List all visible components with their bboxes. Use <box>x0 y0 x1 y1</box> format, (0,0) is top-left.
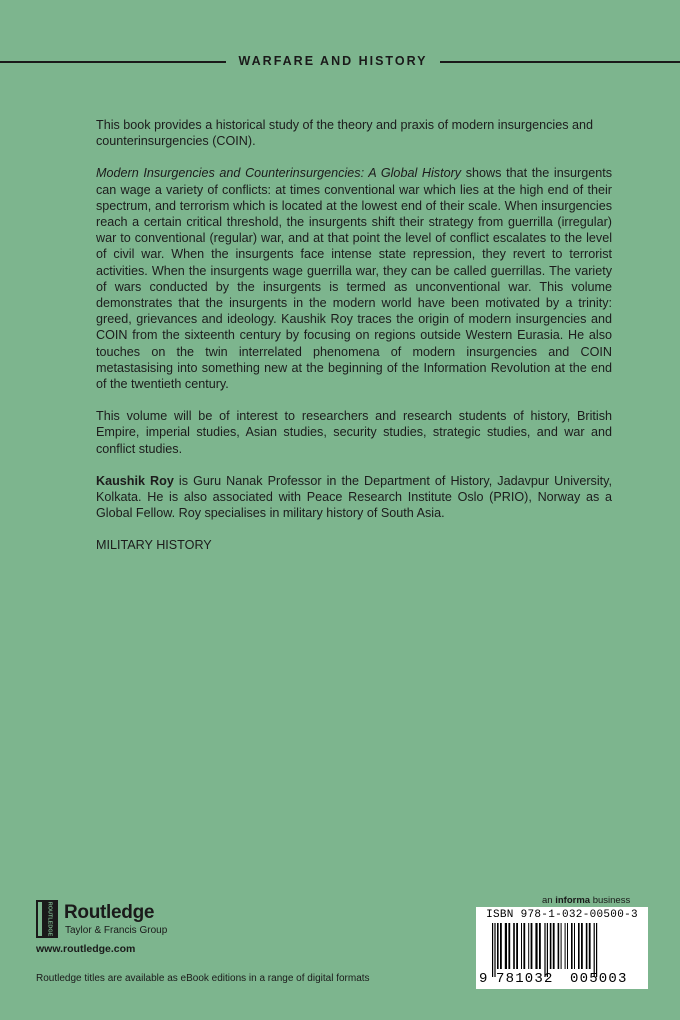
barcode-bar <box>521 923 522 969</box>
barcode-bar <box>550 923 552 969</box>
routledge-logo-icon <box>36 900 58 938</box>
author-name: Kaushik Roy <box>96 473 174 488</box>
barcode-bar <box>596 923 597 977</box>
isbn-label: ISBN 978-1-032-00500-3 <box>486 909 638 921</box>
barcode-bar <box>558 923 560 969</box>
barcode-bar <box>516 923 518 969</box>
barcode-bar <box>567 923 568 969</box>
barcode-bar <box>581 923 583 969</box>
barcode-digits-right: 005003 <box>570 971 628 987</box>
informa-brand: informa <box>555 895 591 906</box>
blurb-summary <box>96 165 612 392</box>
barcode-bar <box>594 923 595 977</box>
series-rule-left <box>0 61 226 63</box>
logo-vertical-text: ROUTLEDGE <box>46 901 53 937</box>
barcode-bar <box>531 923 533 969</box>
publisher-name: Routledge <box>64 902 155 923</box>
subject-category: MILITARY HISTORY <box>96 538 212 553</box>
book-title: Modern Insurgencies and Counterinsurgencies: A Global History <box>96 166 462 181</box>
isbn-barcode <box>476 907 648 989</box>
informa-prefix: an <box>542 895 556 906</box>
blurb-audience: This volume will be of interest to researchers and research students of history, British Empire, imperial studies, Asian studies, security studies, strategic studies, and war and conflict studies. <box>96 409 612 456</box>
barcode-bar <box>528 923 529 969</box>
barcode-bar <box>565 923 566 969</box>
barcode-bar <box>508 923 510 969</box>
barcode-bar <box>561 923 562 969</box>
author-bio-text: is Guru Nanak Professor in the Department of History, Jadavpur University, Kolkata. He is also associated with Peace Research Institute Oslo (PRIO), Norway as a Global Fellow. Roy specialises in military history of South Asia. <box>96 473 612 521</box>
informa-tagline <box>542 895 630 906</box>
publisher-website[interactable]: www.routledge.com <box>36 943 136 955</box>
author-bio <box>96 473 612 522</box>
barcode-bar <box>497 923 499 969</box>
series-title: WARFARE AND HISTORY <box>238 54 428 68</box>
barcode-bar <box>586 923 588 969</box>
barcode-bar <box>505 923 507 969</box>
barcode-bar <box>578 923 580 969</box>
series-rule-right <box>440 61 680 63</box>
blurb-summary-text: shows that the insurgents can wage a variety of conflicts: at times conventional war which lies at the high end of their spectrum, and terrorism which is located at the lowest end of their scale. When insurgencies reach a certain critical threshold, the insurgents shift their strategy from guerrilla (irregular) war to conventional (regular) war, and at that point the level of conflict escalates to the level of civil war. When the insurgents face intense state repression, they revert to terrorist activities. When the insurgents wage guerrilla war, they can be called guerrillas. The variety of wars conducted by the insurgents is termed as unconventional war. This volume demonstrates that the insurgents in the modern world have been motivated by a trinity: greed, grievances and ideology. Kaushik Roy traces the origin of modern insurgencies and COIN from the sixteenth century by focusing on regions outside Western Eurasia. He also touches on the twin interrelated phenomena of modern insurgencies and COIN metastasising into something new at the beginning of the Information Revolution at the end of the twentieth century. <box>96 166 613 392</box>
barcode-bar <box>492 923 493 977</box>
barcode-bar <box>547 923 548 977</box>
barcode-bar <box>523 923 525 969</box>
barcode-bar <box>574 923 575 969</box>
barcode-bar <box>553 923 555 969</box>
barcode-bar <box>500 923 502 969</box>
barcode-bar <box>589 923 591 969</box>
barcode-digits-left: 781032 <box>496 971 554 987</box>
barcode-bar <box>494 923 495 977</box>
ebook-note: Routledge titles are available as eBook editions in a range of digital formats <box>36 973 370 984</box>
barcode-bar <box>513 923 515 969</box>
blurb-intro: This book provides a historical study of the theory and praxis of modern insurgencies and counterinsurgencies (COIN). <box>96 118 594 149</box>
barcode-bar <box>539 923 541 969</box>
barcode-bar <box>535 923 537 969</box>
publisher-group: Taylor & Francis Group <box>65 925 168 936</box>
barcode-bar <box>571 923 573 969</box>
blurb <box>96 117 612 570</box>
barcode-bar <box>544 923 545 977</box>
barcode-digit-first: 9 <box>479 971 488 987</box>
publisher-logo <box>36 900 256 940</box>
informa-suffix: business <box>590 895 631 906</box>
series-header <box>0 52 680 72</box>
